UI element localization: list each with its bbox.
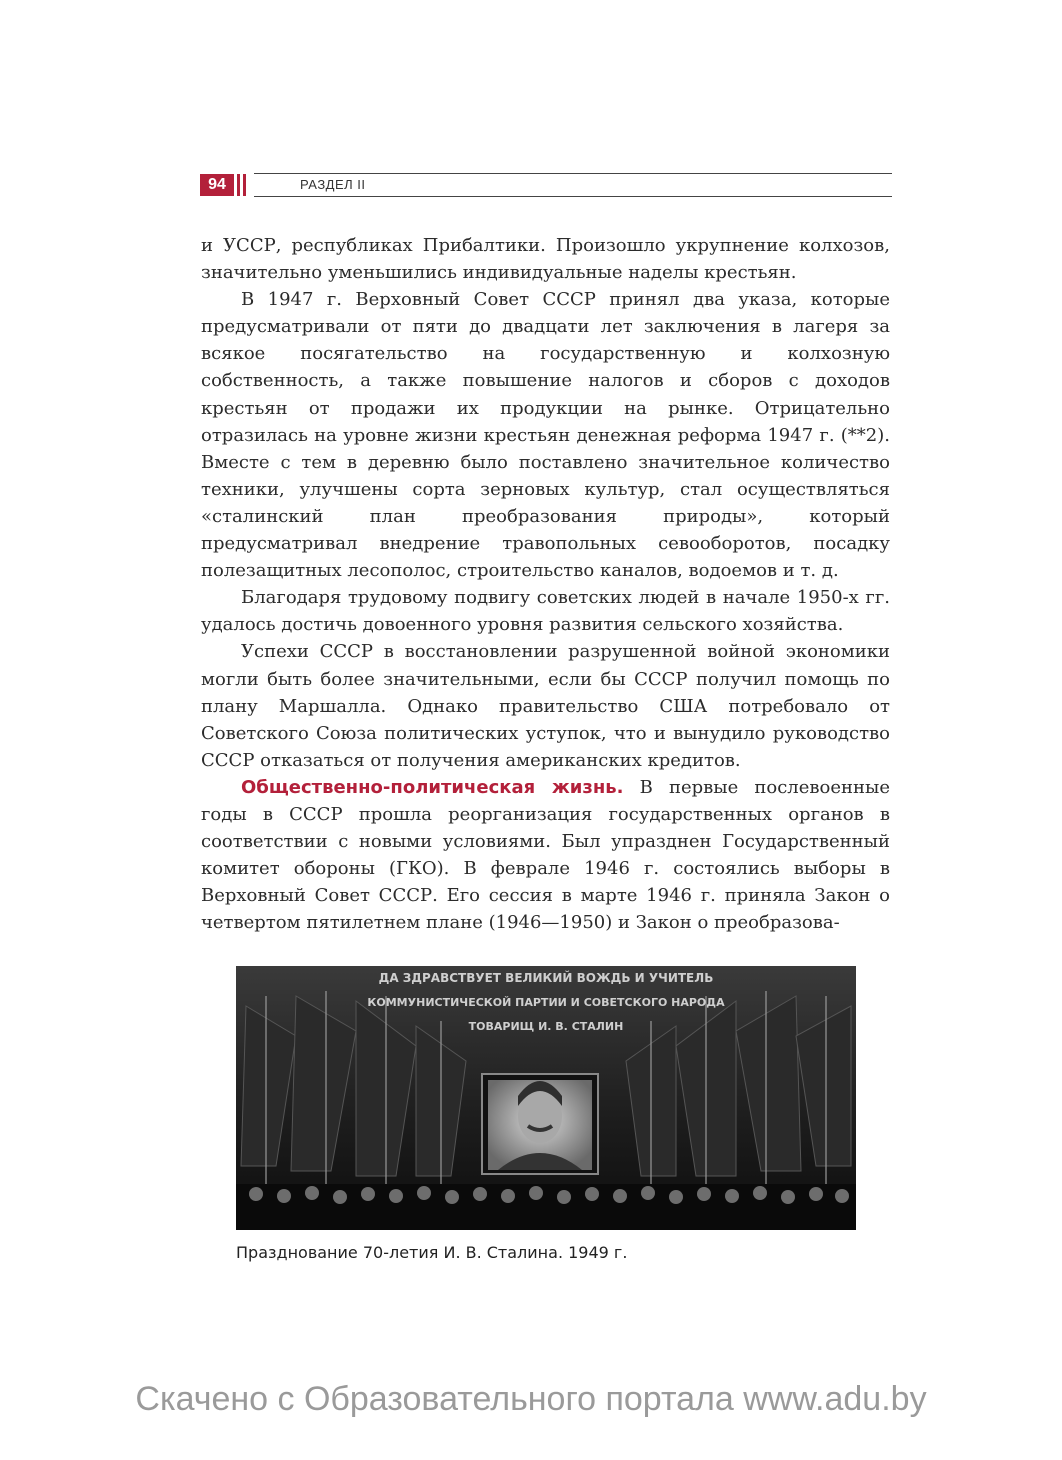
header-bars [237,174,249,196]
paragraph: и УССР, республиках Прибалтики. Произошло укрупнение колхозов, значительно уменьшились индивидуальные наделы крестьян. [201,235,890,284]
paragraph: Благодаря трудовому подвигу советских людей в начале 1950-х гг. удалось достичь довоенного уровня развития сельского хозяйства. [201,587,890,636]
photo-caption: Празднование 70-летия И. В. Сталина. 1949 г. [236,1243,628,1262]
paragraph-text: В первые послевоенные годы в СССР прошла реорганизация государственных органов в соответствии с новыми условиями. Был упразднен Государственный комитет обороны (ГКО). В феврале 1946 г. состоялись выборы в Верховный Совет СССР. Его сессия в марте 1946 г. приняла Закон о четвертом пятилетнем плане (1946—1950) и Закон о преобразова- [201,776,890,934]
banner-text-3: ТОВАРИЩ И. В. СТАЛИН [468,1020,624,1033]
page-number: 94 [200,174,234,196]
paragraph: Успехи СССР в восстановлении разрушенной войной экономики могли быть более значительными, если бы СССР получил помощь по плану Маршалла. Однако правительство США потребовало от Советского Союза политических уступок, что и вынудило руководство СССР отказаться от получения американских кредитов. [201,641,890,771]
watermark-footer[interactable]: Скачено с Образовательного портала www.adu.by [135,1380,927,1418]
inline-heading: Общественно-политическая жизнь. [241,776,624,798]
body-text [201,232,890,936]
paragraph: В 1947 г. Верховный Совет СССР принял два указа, которые предусматривали от пяти до двадцати лет заключения в лагеря за всякое посягательство на государственную и колхозную собственность, а также повышение налогов и сборов с доходов крестьян от продажи их продукции на рынке. Отрицательно отразилась на уровне жизни крестьян денежная реформа 1947 г. (**2). Вместе с тем в деревню было поставлено значительное количество техники, улучшены сорта зерновых культур, стал осуществляться «сталинский план преобразования природы», который предусматривал внедрение травопольных севооборотов, посадку полезащитных лесополос, строительство каналов, водоемов и т. д. [201,289,890,582]
banner-text-2: КОММУНИСТИЧЕСКОЙ ПАРТИИ И СОВЕТСКОГО НАРОДА [367,996,725,1009]
banner-text-1: ДА ЗДРАВСТВУЕТ ВЕЛИКИЙ ВОЖДЬ И УЧИТЕЛЬ [378,971,714,985]
header-rule-top [254,173,892,174]
header-rule-bottom [254,196,892,197]
historical-photo [236,966,856,1230]
paragraph-with-heading [201,774,890,937]
running-header [200,172,892,198]
photo-illustration [236,966,856,1230]
section-label: РАЗДЕЛ II [300,177,366,192]
